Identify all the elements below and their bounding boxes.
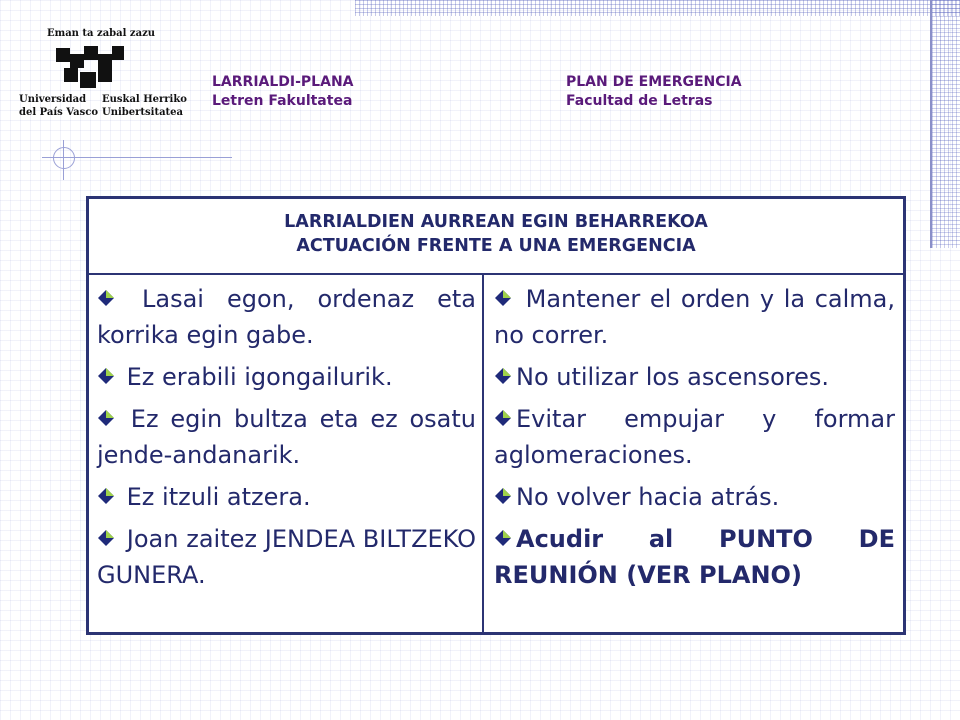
diamond-bullet-icon [494,359,516,395]
list-item: No volver hacia atrás. [494,479,895,515]
diamond-bullet-icon [97,479,119,515]
list-item: Acudir al PUNTO DE REUNIÓN (VER PLANO) [494,521,895,593]
header-left-line1: LARRIALDI-PLANA [212,74,354,90]
diamond-bullet-icon [97,359,119,395]
decorative-circle [53,147,75,169]
list-item: Lasai egon, ordenaz eta korrika egin gabe. [97,281,476,353]
decorative-top-band [355,0,960,16]
logo-name-es-1: Universidad [19,94,87,105]
list-item: Mantener el orden y la calma, no correr. [494,281,895,353]
header-left-line2: Letren Fakultatea [212,93,353,109]
table-title-basque: LARRIALDIEN AURREAN EGIN BEHARREKOA [284,212,708,232]
diamond-bullet-icon [97,281,119,317]
diamond-bullet-icon [494,521,516,557]
list-item: Ez erabili igongailurik. [97,359,476,395]
table-title-spanish: ACTUACIÓN FRENTE A UNA EMERGENCIA [296,236,696,256]
basque-column [89,275,484,632]
emergency-instructions-table [86,196,906,635]
table-header [89,199,903,275]
diamond-bullet-icon [494,401,516,437]
diamond-bullet-icon [494,479,516,515]
logo-name-eu-1: Euskal Herriko [102,94,187,105]
decorative-right-line [930,0,932,248]
logo-name-es-2: del País Vasco [19,107,98,118]
list-item: Ez egin bultza eta ez osatu jende-andanarik. [97,401,476,473]
spanish-column [484,275,903,632]
list-item: Joan zaitez JENDEA BILTZEKO GUNERA. [97,521,476,593]
list-item: No utilizar los ascensores. [494,359,895,395]
header-right-line2: Facultad de Letras [566,93,713,109]
logo-emblem-icon [50,42,130,94]
diamond-bullet-icon [494,281,516,317]
list-item: Ez itzuli atzera. [97,479,476,515]
university-logo [16,26,187,126]
decorative-right-band [932,0,960,248]
diamond-bullet-icon [97,521,119,557]
logo-motto: Eman ta zabal zazu [47,28,156,39]
header-right-line1: PLAN DE EMERGENCIA [566,74,742,90]
logo-name-eu-2: Unibertsitatea [102,107,184,118]
diamond-bullet-icon [97,401,119,437]
list-item: Evitar empujar y formar aglomeraciones. [494,401,895,473]
